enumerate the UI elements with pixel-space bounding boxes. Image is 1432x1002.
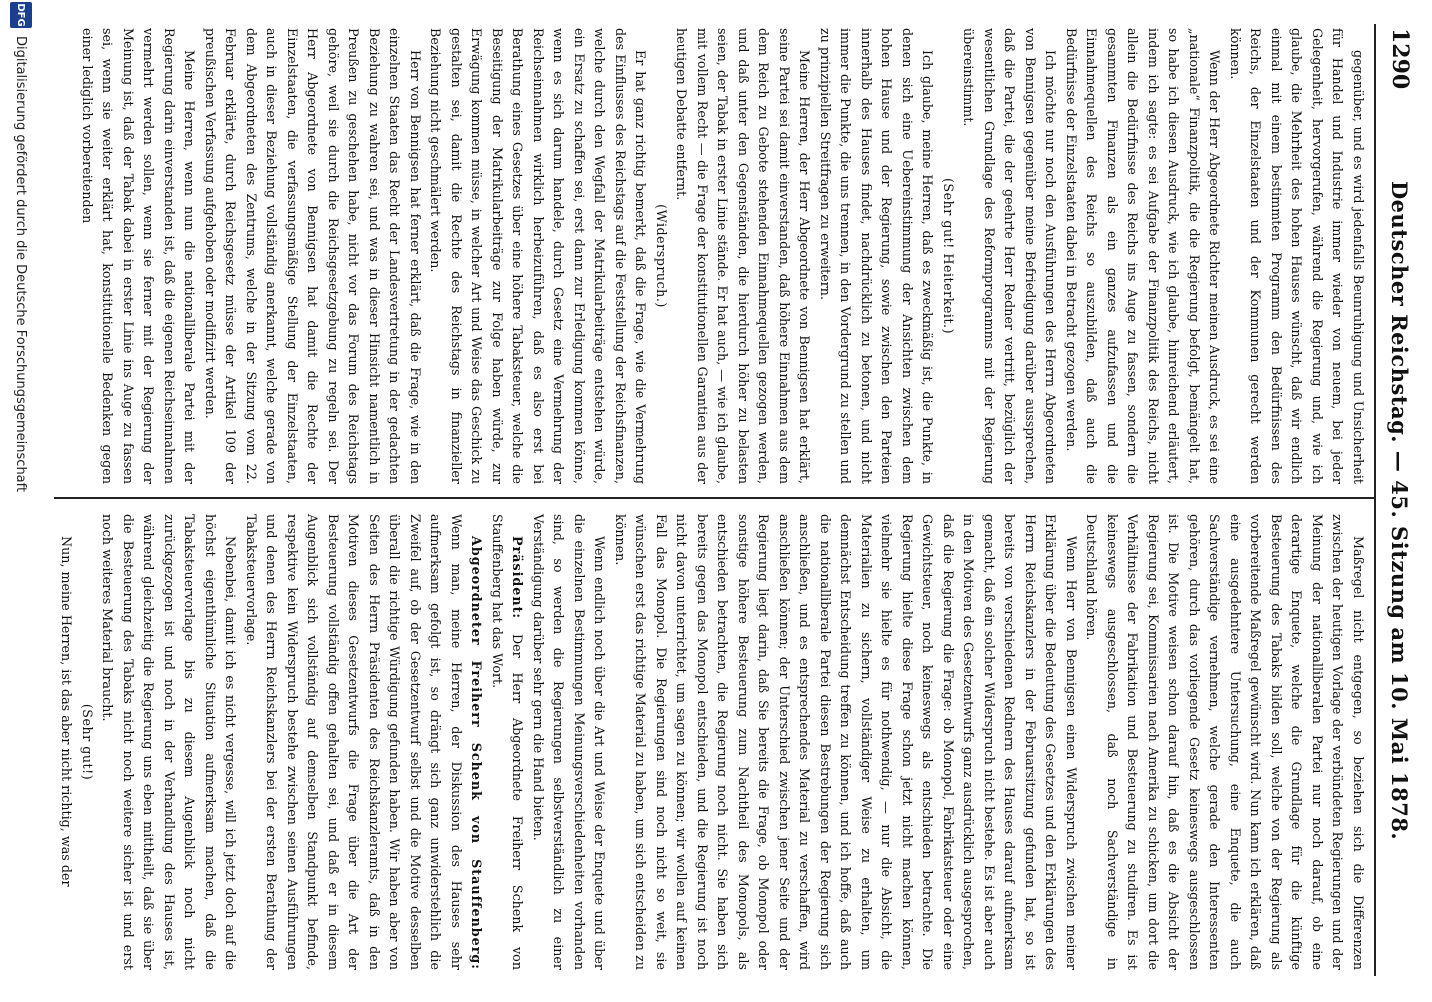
paragraph (815, 28, 938, 484)
interjection (938, 28, 959, 484)
paragraph-text: Meine Herren, der Herr Abgeordnete von Bennigsen hat erklärt, seine Partei sei damit einverstanden, daß höhere Einnahmen aus dem dem Reich zu Gebote stehenden Einnahmequellen gezogen werden, und daß unter den Gegenständen, die hierdurch höher zu belasten seien, der Tabak in erster Linie stände. Er hat auch, — wie ich glaube, mit vollem Recht — die Frage der konstitutionellen Garantien aus der heutigen Debatte entfernt. (674, 28, 813, 484)
speaker-paragraph (241, 514, 487, 970)
speaker-name: Abgeordneter Freiherr Schenk von Stauffenberg: (469, 536, 485, 970)
page-number: 1290 (1387, 28, 1413, 90)
interjection (651, 28, 672, 484)
paragraph (200, 28, 426, 484)
paragraph-text: Nun, meine Herren, ist das aber nicht richtig, was der (59, 536, 75, 887)
paragraph-text: Wenn endlich noch über die Art und Weise der Enquete und über die einzelnen Bestimmungen Meinungsverschiedenheiten vorhanden sind, so werden die Regierungen selbstverständlich zu einer Verständigung darüber sehr gern die Hand bieten. (531, 514, 608, 970)
paragraph-text: (Sehr gut! Heiterkeit.) (941, 177, 956, 335)
paragraph (97, 514, 241, 970)
paragraph-text: (Sehr gut!) (80, 703, 95, 781)
paragraph-text: Wenn Herr von Bennigsen einen Widerspruch zwischen meiner Erklärung über die Bedeutung des Gesetzes und den Erklärungen des Herrn Reichskanzlers in der Februarsitzung gefunden hat, so ist bereits von verschiedenen Rednern des Hauses darauf aufmerksam gemacht, daß ein solcher Widerspruch nicht bestehe. Es ist aber auch in den Motiven des Gesetzentwurfs ganz ausdrücklich ausgesprochen, daß die Regierung die Frage: ob Monopol, Fabrikatsteuer oder eine Gewichtsteuer, noch keineswegs als entschieden betrachte. Die Regierung hielte diese Frage schon jetzt nicht machen können, vielmehr sie hielte es für nothwendig, — nur die Absicht, die Materialien zu sichern, vollständiger Weise zu erhalten, um demnächst Entscheidung treffen zu können, und ich hoffe, daß auch die nationalliberale Partei diesen Bestrebungen der Regierung sich anschließen, und es entsprechendes Material zu verschaffen, wird anschließen können; der Unterschied zwischen jener Seite und der Regierung liegt darin, daß Sie bereits die Frage, ob Monopol oder sonstige höhere Besteuerung zum Nachtheil des Monopols, als entschieden betrachten, die Regierung noch nicht. Sie haben sich bereits gegen das Monopol entschieden, und die Regierung ist noch nicht davon unterrichtet, um sagen zu können; wir wollen auf keinen Fall das Monopol. Die Regierungen sind noch nicht so weit, sie wünschen erst das richtige Material zu haben, um sich entscheiden zu können. (613, 514, 1079, 970)
paragraph-text: Maßregel nicht entgegen, so beziehen sich die Differenzen zwischen der heutigen Vorlage der verbündeten Regierungen und der Meinung der nationalliberalen Partei nur noch darauf, ob eine derartige Enquete, welche die Grundlage für die künftige Besteuerung des Tabaks bilden soll, welche von der Regierung als vorbereitende Maßregel gewünscht wird. Nun kann ich erklären, daß eine ausgedehntere Untersuchung, eine Enquete, die auch Sachverständige vernehmen, welche gerade den Interessenten gehören, durch das vorliegende Gesetz keineswegs ausgeschlossen ist. Die Motive weisen schon darauf hin, daß es die Absicht der Regierung sei, Kommissarien nach Amerika zu schicken, um dort die Verhältnisse der Fabrikation und Besteuerung zu studiren. Es ist keineswegs ausgeschlossen, daß noch Sachverständige in Deutschland hören. (1084, 514, 1366, 970)
paragraph-text: Herr von Bennigsen hat ferner erklärt, daß die Frage, wie in den einzelnen Staaten das Recht der Landesvertretung in der gedachten Beziehung zu wahren sei, und was in dieser Hinsicht namentlich in Preußen zu geschehen habe, nicht vor das Forum des Reichstags gehöre, weil sie durch die Reichsgesetzgebung zu regeln sei. Der Herr Abgeordnete von Bennigsen hat damit die Rechte der Einzelstaaten, die verfassungsmäßige Stellung der Einzelstaaten, auch in dieser Beziehung vollständig anerkannt, welche gerade von dem Abgeordneten des Zentrums, welche in der Sitzung vom 22. Februar erklärte, durch Reichsgesetz müsse der Artikel 109 der preußischen Verfassung aufgehoben oder modifizirt werden. (203, 28, 423, 484)
paragraph (610, 514, 1082, 970)
dfg-logo: DFG (10, 2, 32, 28)
paragraph (77, 28, 200, 484)
paragraph (958, 28, 1061, 484)
paragraph-text: Er hat ganz richtig bemerkt, daß die Frage, wie die Vermehrung des Einflusses des Reichstags auf die Feststellung der Reichsfinanzen, welche durch den Wegfall der Matrikularbeiträge entstehen würde, ein Ersatz zu schaffen sei, erst dann zur Erledigung kommen könne, wenn es sich darum handele, durch Gesetz eine Vermehrung der Reichseinnahmen wirklich herbeizuführen, daß es also erst bei Berathung eines Gesetzes über eine höhere Tabaksteuer, welche die Beseitigung der Matrikularbeiträge zur Folge haben würde, zur Erwägung kommen müsse, in welcher Art und Weise das Geschick zu gestalten sei, damit die Rechte des Reichstags in finanzieller Beziehung nicht geschmälert werden. (428, 28, 649, 484)
paragraph-text: Meine Herren, wenn nun die nationalliberale Partei mit der Regierung darin einverstanden ist, daß die eigenen Reichseinnahmen vermehrt werden sollen, wenn sie ferner mit der Regierung der Meinung ist, daß der Tabak dabei in erster Linie ins Auge zu fassen sei, wenn sie weiter erklärt hat, konstitutionelle Bedenken gegen einer lediglich vorbereitenden (80, 28, 198, 484)
left-column (77, 28, 1369, 484)
paragraph-text: gegenüber, und es wird jedenfalls Beunruhigung und Unsicherheit für Handel und Industrie immer wieder von neuem, bei jeder Gelegenheit, hervorgerufen, während die Regierung und, wie ich glaube, die Mehrheit des hohen Hauses wünscht, daß wir endlich einmal mit einem bestimmten Programm den Bedürfnissen des Reichs, der Einzelstaaten und der Kommunen gerecht werden können. (1228, 28, 1366, 484)
paragraph-text: Wenn der Herr Abgeordnete Richter meinen Ausdruck, es sei eine „nationale“ Finanzpolitik, die die Regierung befolgt, bemängelt hat, so habe ich diesen Ausdruck, wie ich glaube, hinreichend erläutert, indem ich sagte: es sei Aufgabe der Finanzpolitik des Reichs, nicht allein die Bedürfnisse des Reichs ins Auge zu fassen, sondern die gesammten Finanzen als ein ganzes aufzufassen und die Einnahmequellen des Reichs so auszubilden, daß auch die Bedürfnisse der Einzelstaaten dabei in Betracht gezogen werden. (1064, 28, 1223, 484)
paragraph-text: Nebenbei, damit ich es nicht vergesse, will ich jetzt doch auf die höchst eigenthümliche Situation aufmerksam machen, daß die Tabaksteuervorlage bis zu diesem Augenblick noch nicht zurückgezogen ist und noch in der Verhandlung des Hauses ist, während gleichzeitig die Regierung uns eben mittheilt, daß sie über die Besteuerung des Tabaks nicht noch weitere sicher ist und erst noch weiteres Material braucht. (100, 514, 239, 970)
paragraph-text: (Widerspruch.) (654, 204, 669, 308)
paragraph (671, 28, 815, 484)
speaker-paragraph (487, 514, 528, 970)
page-header (1380, 28, 1420, 972)
right-column (56, 514, 1368, 970)
paragraph (425, 28, 651, 484)
paragraph-text: Der Herr Abgeordnete Freiherr Schenk von Stauffenberg hat das Wort. (490, 514, 526, 970)
paragraph-text: Ich möchte nur noch den Ausführungen des Herrn Abgeordneten von Bennigsen gegenüber meine Befriedigung darüber aussprechen, daß die Partei, die der geehrte Herr Redner vertritt, bezüglich der wesentlichen Grundlage des Reformprogramms mit der Regierung übereinstimmt. (961, 28, 1059, 484)
paragraph (1061, 28, 1225, 484)
interjection (77, 514, 98, 970)
paragraph-text: Ich glaube, meine Herren, daß es zweckmäßig ist, die Punkte, in denen sich eine Uebereinstimmung der Ansichten zwischen dem hohen Hause und der Regierung, sowie zwischen den Parteien innerhalb des Hauses findet, nachdrücklich zu betonen, und nicht immer die Punkte, die uns trennen, in den Vordergrund zu stellen und zu prinzipiellen Streitfragen zu erweitern. (818, 28, 936, 484)
column-divider (54, 497, 1374, 499)
paragraph (1081, 514, 1368, 970)
header-rule (1374, 24, 1376, 976)
running-title: Deutscher Reichstag. — 45. Sitzung am 10. Mai 1878. (1387, 180, 1413, 841)
speaker-name: Präsident: (510, 536, 526, 620)
digitization-footer (4, 0, 38, 1002)
paragraph (56, 514, 77, 970)
paragraph (1225, 28, 1369, 484)
paragraph-text: Wenn man, meine Herren, der Diskussion des Hauses sehr aufmerksam gefolgt ist, so drängt sich ganz unwiderstehlich die Zweifel auf, ob der Gesetzentwurf selbst und die Motive desselben überall die richtige Würdigung gefunden haben. Wir haben aber von Seiten des Herrn Präsidenten des Reichskanzleramts, daß in den Motiven dieses Gesetzentwurfs die Frage über die Art der Besteuerung vollständig offen gehalten sei, und daß er in diesem Augenblick sich vollständig auf demselben Standpunkt befinde, respektive kein Widerspruch bestehe zwischen seinen Ausführungen und denen des Herrn Reichskanzlers bei der ersten Berathung der Tabaksteuervorlage. (244, 514, 464, 970)
paragraph (528, 514, 610, 970)
digitization-credit: Digitalisierung gefördert durch die Deutsche Forschungsgemeinschaft (13, 36, 29, 493)
